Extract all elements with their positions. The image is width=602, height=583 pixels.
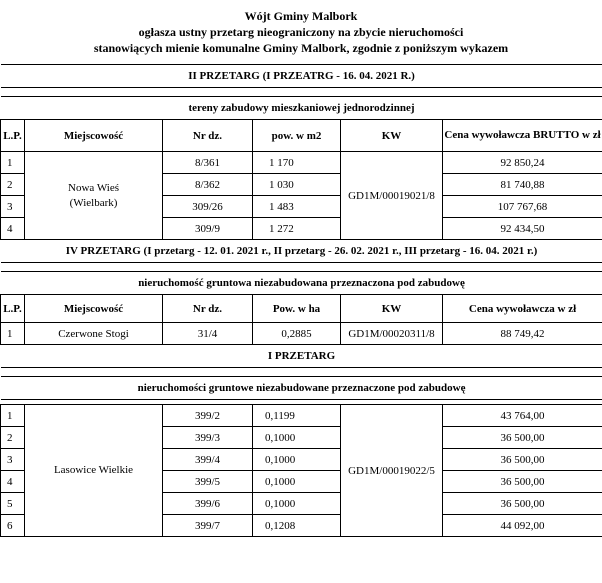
- section-3-subtitle: nieruchomości gruntowe niezabudowane przeznaczone pod zabudowę: [1, 377, 602, 400]
- col-kw: KW: [341, 295, 443, 323]
- row-nr: 8/361: [163, 152, 253, 174]
- row-price: 36 500,00: [443, 471, 602, 493]
- row-price: 36 500,00: [443, 449, 602, 471]
- row-lp: 1: [1, 323, 25, 345]
- row-place: Czerwone Stogi: [25, 323, 163, 345]
- row-lp: 3: [1, 449, 25, 471]
- section-2-title: IV PRZETARG (I przetarg - 12. 01. 2021 r., II przetarg - 26. 02. 2021 r., III przetarg - 16. 04. 2021 r.): [1, 240, 602, 263]
- table-row: [1, 323, 602, 345]
- row-nr: 399/3: [163, 427, 253, 449]
- section-3-subtitle-row: [1, 377, 602, 400]
- section-1-subtitle: tereny zabudowy mieszkaniowej jednorodzinnej: [1, 97, 602, 120]
- row-nr: 399/7: [163, 515, 253, 537]
- col-lp: L.P.: [1, 295, 25, 323]
- row-lp: 1: [1, 152, 25, 174]
- row-lp: 5: [1, 493, 25, 515]
- row-nr: 399/4: [163, 449, 253, 471]
- row-price: 36 500,00: [443, 427, 602, 449]
- row-kw: GD1M/00020311/8: [341, 323, 443, 345]
- row-lp: 1: [1, 405, 25, 427]
- row-area: 1 030: [253, 174, 341, 196]
- row-lp: 4: [1, 218, 25, 240]
- row-price: 36 500,00: [443, 493, 602, 515]
- table-row: [1, 405, 602, 427]
- section-3-title: I PRZETARG: [1, 345, 602, 368]
- section-gap: [1, 263, 602, 272]
- row-area: 1 170: [253, 152, 341, 174]
- col-nr: Nr dz.: [163, 120, 253, 152]
- row-lp: 4: [1, 471, 25, 493]
- section-2-subtitle-row: [1, 272, 602, 295]
- col-area: pow. w m2: [253, 120, 341, 152]
- col-kw: KW: [341, 120, 443, 152]
- row-area: 1 272: [253, 218, 341, 240]
- row-price: 107 767,68: [443, 196, 602, 218]
- row-price: 43 764,00: [443, 405, 602, 427]
- place-cell: Lasowice Wielkie: [25, 405, 163, 537]
- tender-table: [0, 64, 602, 537]
- row-lp: 2: [1, 427, 25, 449]
- header-line-3: stanowiących mienie komunalne Gminy Malbork, zgodnie z poniższym wykazem: [93, 41, 509, 55]
- col-place: Miejscowość: [25, 295, 163, 323]
- header-title: Wójt Gminy Malbork: [244, 9, 358, 23]
- row-nr: 399/2: [163, 405, 253, 427]
- row-price: 44 092,00: [443, 515, 602, 537]
- col-price: Cena wywoławcza w zł: [443, 295, 602, 323]
- row-price: 92 850,24: [443, 152, 602, 174]
- section-2-header-row: [1, 295, 602, 323]
- section-gap: [1, 88, 602, 97]
- table-row: [1, 152, 602, 174]
- section-1-title: II PRZETARG (I PRZEATRG - 16. 04. 2021 R.): [1, 65, 602, 88]
- kw-cell: GD1M/00019021/8: [341, 152, 443, 240]
- row-area: 0,1208: [253, 515, 341, 537]
- announcement-header: [0, 0, 602, 56]
- place-cell: Nowa Wieś (Wielbark): [25, 152, 163, 240]
- col-nr: Nr dz.: [163, 295, 253, 323]
- header-line-2: ogłasza ustny przetarg nieograniczony na zbycie nieruchomości: [138, 25, 464, 39]
- col-area: Pow. w ha: [253, 295, 341, 323]
- section-gap: [1, 368, 602, 377]
- section-1-header-row: [1, 120, 602, 152]
- row-lp: 2: [1, 174, 25, 196]
- section-2-subtitle: nieruchomość gruntowa niezabudowana przeznaczona pod zabudowę: [1, 272, 602, 295]
- col-place: Miejscowość: [25, 120, 163, 152]
- kw-cell: GD1M/00019022/5: [341, 405, 443, 537]
- row-price: 88 749,42: [443, 323, 602, 345]
- row-nr: 309/9: [163, 218, 253, 240]
- row-lp: 6: [1, 515, 25, 537]
- row-area: 0,1000: [253, 449, 341, 471]
- row-price: 81 740,88: [443, 174, 602, 196]
- row-nr: 8/362: [163, 174, 253, 196]
- section-3-title-row: [1, 345, 602, 368]
- section-2-title-row: [1, 240, 602, 263]
- row-area: 0,1000: [253, 427, 341, 449]
- col-lp: L.P.: [1, 120, 25, 152]
- row-area: 1 483: [253, 196, 341, 218]
- section-1-subtitle-row: [1, 97, 602, 120]
- row-lp: 3: [1, 196, 25, 218]
- row-price: 92 434,50: [443, 218, 602, 240]
- row-area: 0,2885: [253, 323, 341, 345]
- row-area: 0,1199: [253, 405, 341, 427]
- col-price: Cena wywoławcza BRUTTO w zł: [443, 120, 602, 152]
- row-area: 0,1000: [253, 471, 341, 493]
- row-nr: 309/26: [163, 196, 253, 218]
- row-nr: 399/5: [163, 471, 253, 493]
- section-1-title-row: [1, 65, 602, 88]
- row-area: 0,1000: [253, 493, 341, 515]
- row-nr: 399/6: [163, 493, 253, 515]
- row-nr: 31/4: [163, 323, 253, 345]
